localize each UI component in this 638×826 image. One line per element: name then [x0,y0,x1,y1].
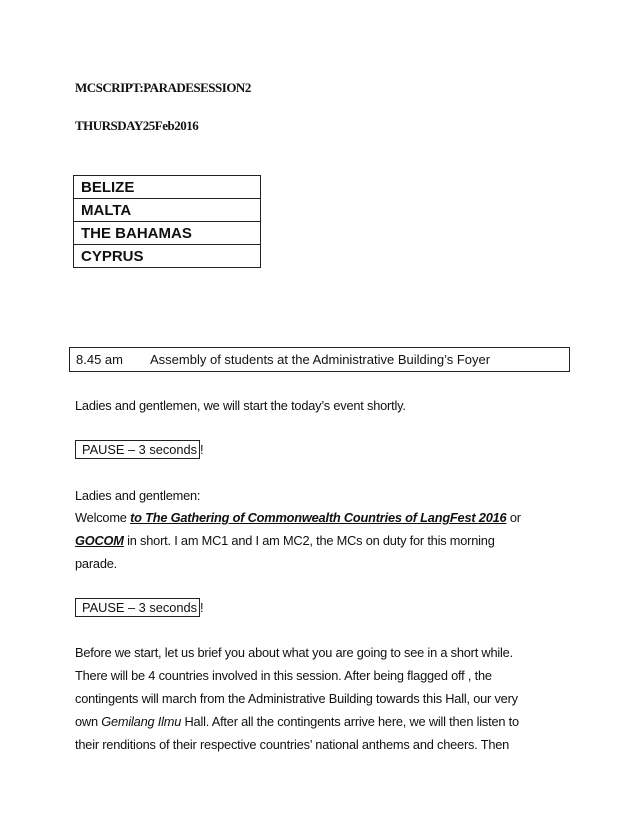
welcome-line-1: Ladies and gentlemen: [75,488,201,503]
pause-label: PAUSE – 3 seconds [75,598,200,617]
script-title: MCSCRIPT:PARADESESSION2 [75,80,251,95]
pause-label: PAUSE – 3 seconds [75,440,200,459]
own-word: own [75,714,102,729]
or-word: or [506,510,521,525]
country-cell: THE BAHAMAS [74,222,261,245]
hall-name: Gemilang Ilmu [101,714,182,729]
brief-line-5: their renditions of their respective countries’ national anthems and cheers. Then [75,737,510,752]
brief-line-3: contingents will march from the Administrative Building towards this Hall, our very [75,691,518,706]
brief-line-1: Before we start, let us brief you about what you are going to see in a short while. [75,645,513,660]
pause-suffix: ! [200,600,204,615]
table-row [74,245,261,268]
script-date: THURSDAY25Feb2016 [75,118,199,133]
schedule-time: 8.45 am [76,352,123,367]
brief-line-4 [75,714,519,729]
table-row [74,176,261,199]
table-row [74,222,261,245]
brief-line-4-rest: Hall. After all the contingents arrive here, we will then listen to [181,714,519,729]
country-cell: MALTA [74,199,261,222]
pause-suffix: ! [200,442,204,457]
intro-paragraph: Ladies and gentlemen, we will start the today’s event shortly. [75,398,406,413]
brief-line-2: There will be 4 countries involved in this session. After being flagged off , the [75,668,492,683]
welcome-word: Welcome [75,510,131,525]
countries-table [73,175,261,268]
country-cell: CYPRUS [74,245,261,268]
welcome-line-3 [75,533,495,548]
pause-note [75,442,204,457]
event-name: to The Gathering of Commonwealth Countries of LangFest 2016 [130,510,507,525]
schedule-box [69,347,570,372]
schedule-activity: Assembly of students at the Administrative Building’s Foyer [150,352,491,367]
welcome-line-4: parade. [75,556,118,571]
country-cell: BELIZE [74,176,261,199]
table-row [74,199,261,222]
event-abbr: GOCOM [75,533,124,548]
pause-note [75,600,204,615]
welcome-line-2 [75,510,521,525]
welcome-rest: in short. I am MC1 and I am MC2, the MCs on duty for this morning [123,533,495,548]
